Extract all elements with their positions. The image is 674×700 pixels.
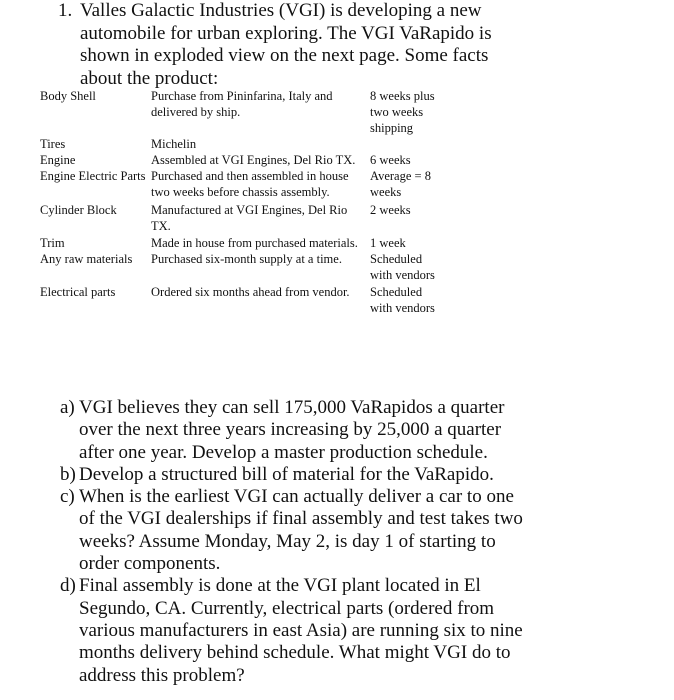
fact-desc: Made in house from purchased materials. <box>151 236 358 250</box>
intro-line: shown in exploded view on the next page. Some facts <box>80 45 489 66</box>
fact-desc: delivered by ship. <box>151 105 241 119</box>
part-line: order components. <box>79 553 221 575</box>
fact-time: 8 weeks plus <box>370 89 435 103</box>
part-line: after one year. Develop a master production schedule. <box>79 441 488 463</box>
part-line: Segundo, CA. Currently, electrical parts (ordered from <box>79 597 495 619</box>
fact-item: Body Shell <box>40 89 96 103</box>
question-intro <box>80 0 520 90</box>
fact-item: Electrical parts <box>40 285 116 299</box>
part-label: b) <box>60 463 76 485</box>
fact-desc: Assembled at VGI Engines, Del Rio TX. <box>151 153 356 167</box>
part-line: When is the earliest VGI can actually deliver a car to one <box>79 486 514 508</box>
part-line: various manufacturers in east Asia) are running six to nine <box>79 619 523 641</box>
fact-time: weeks <box>370 185 402 199</box>
fact-item: Cylinder Block <box>40 203 117 217</box>
part-d <box>60 575 560 686</box>
intro-line: automobile for urban exploring. The VGI VaRapido is <box>80 22 492 44</box>
part-line: Final assembly is done at the VGI plant located in El <box>79 575 481 597</box>
part-a <box>60 397 560 464</box>
fact-desc: Manufactured at VGI Engines, Del Rio <box>151 203 348 217</box>
fact-time: 2 weeks <box>370 203 411 217</box>
part-label: d) <box>60 575 76 597</box>
fact-item: Engine Electric Parts <box>40 169 146 183</box>
part-line: address this problem? <box>79 664 245 686</box>
part-line: months delivery behind schedule. What might VGI do to <box>79 642 511 664</box>
question-number: 1. <box>58 0 73 21</box>
intro-line: Valles Galactic Industries (VGI) is developing a new <box>80 0 482 21</box>
fact-time: with vendors <box>370 301 435 315</box>
part-label: a) <box>60 397 75 418</box>
fact-time: 1 week <box>370 236 406 250</box>
fact-desc: Purchased and then assembled in house <box>151 169 349 183</box>
part-line: over the next three years increasing by 25,000 a quarter <box>79 419 502 441</box>
fact-time: two weeks <box>370 105 424 119</box>
fact-item: Trim <box>40 236 65 250</box>
fact-desc: TX. <box>151 219 171 233</box>
fact-desc: Ordered six months ahead from vendor. <box>151 285 350 299</box>
part-c <box>60 486 560 575</box>
fact-desc: Purchase from Pininfarina, Italy and <box>151 89 333 103</box>
fact-item: Engine <box>40 153 76 167</box>
part-label: c) <box>60 486 75 508</box>
fact-item: Tires <box>40 137 66 151</box>
fact-time: 6 weeks <box>370 153 411 167</box>
part-b <box>60 464 560 486</box>
fact-desc: Michelin <box>151 137 197 151</box>
fact-desc: two weeks before chassis assembly. <box>151 185 330 199</box>
part-line: VGI believes they can sell 175,000 VaRapidos a quarter <box>79 397 505 418</box>
fact-time: Average = 8 <box>370 169 431 183</box>
question-parts <box>60 397 560 687</box>
fact-time: shipping <box>370 121 414 135</box>
intro-line: about the product: <box>80 67 219 89</box>
fact-time: with vendors <box>370 268 435 282</box>
fact-time: Scheduled <box>370 285 423 299</box>
part-line: of the VGI dealerships if final assembly and test takes two <box>79 508 523 530</box>
part-line: weeks? Assume Monday, May 2, is day 1 of starting to <box>79 530 496 552</box>
fact-item: Any raw materials <box>40 252 133 266</box>
fact-desc: Purchased six-month supply at a time. <box>151 252 342 266</box>
fact-time: Scheduled <box>370 252 423 266</box>
part-line: Develop a structured bill of material for the VaRapido. <box>79 463 494 485</box>
